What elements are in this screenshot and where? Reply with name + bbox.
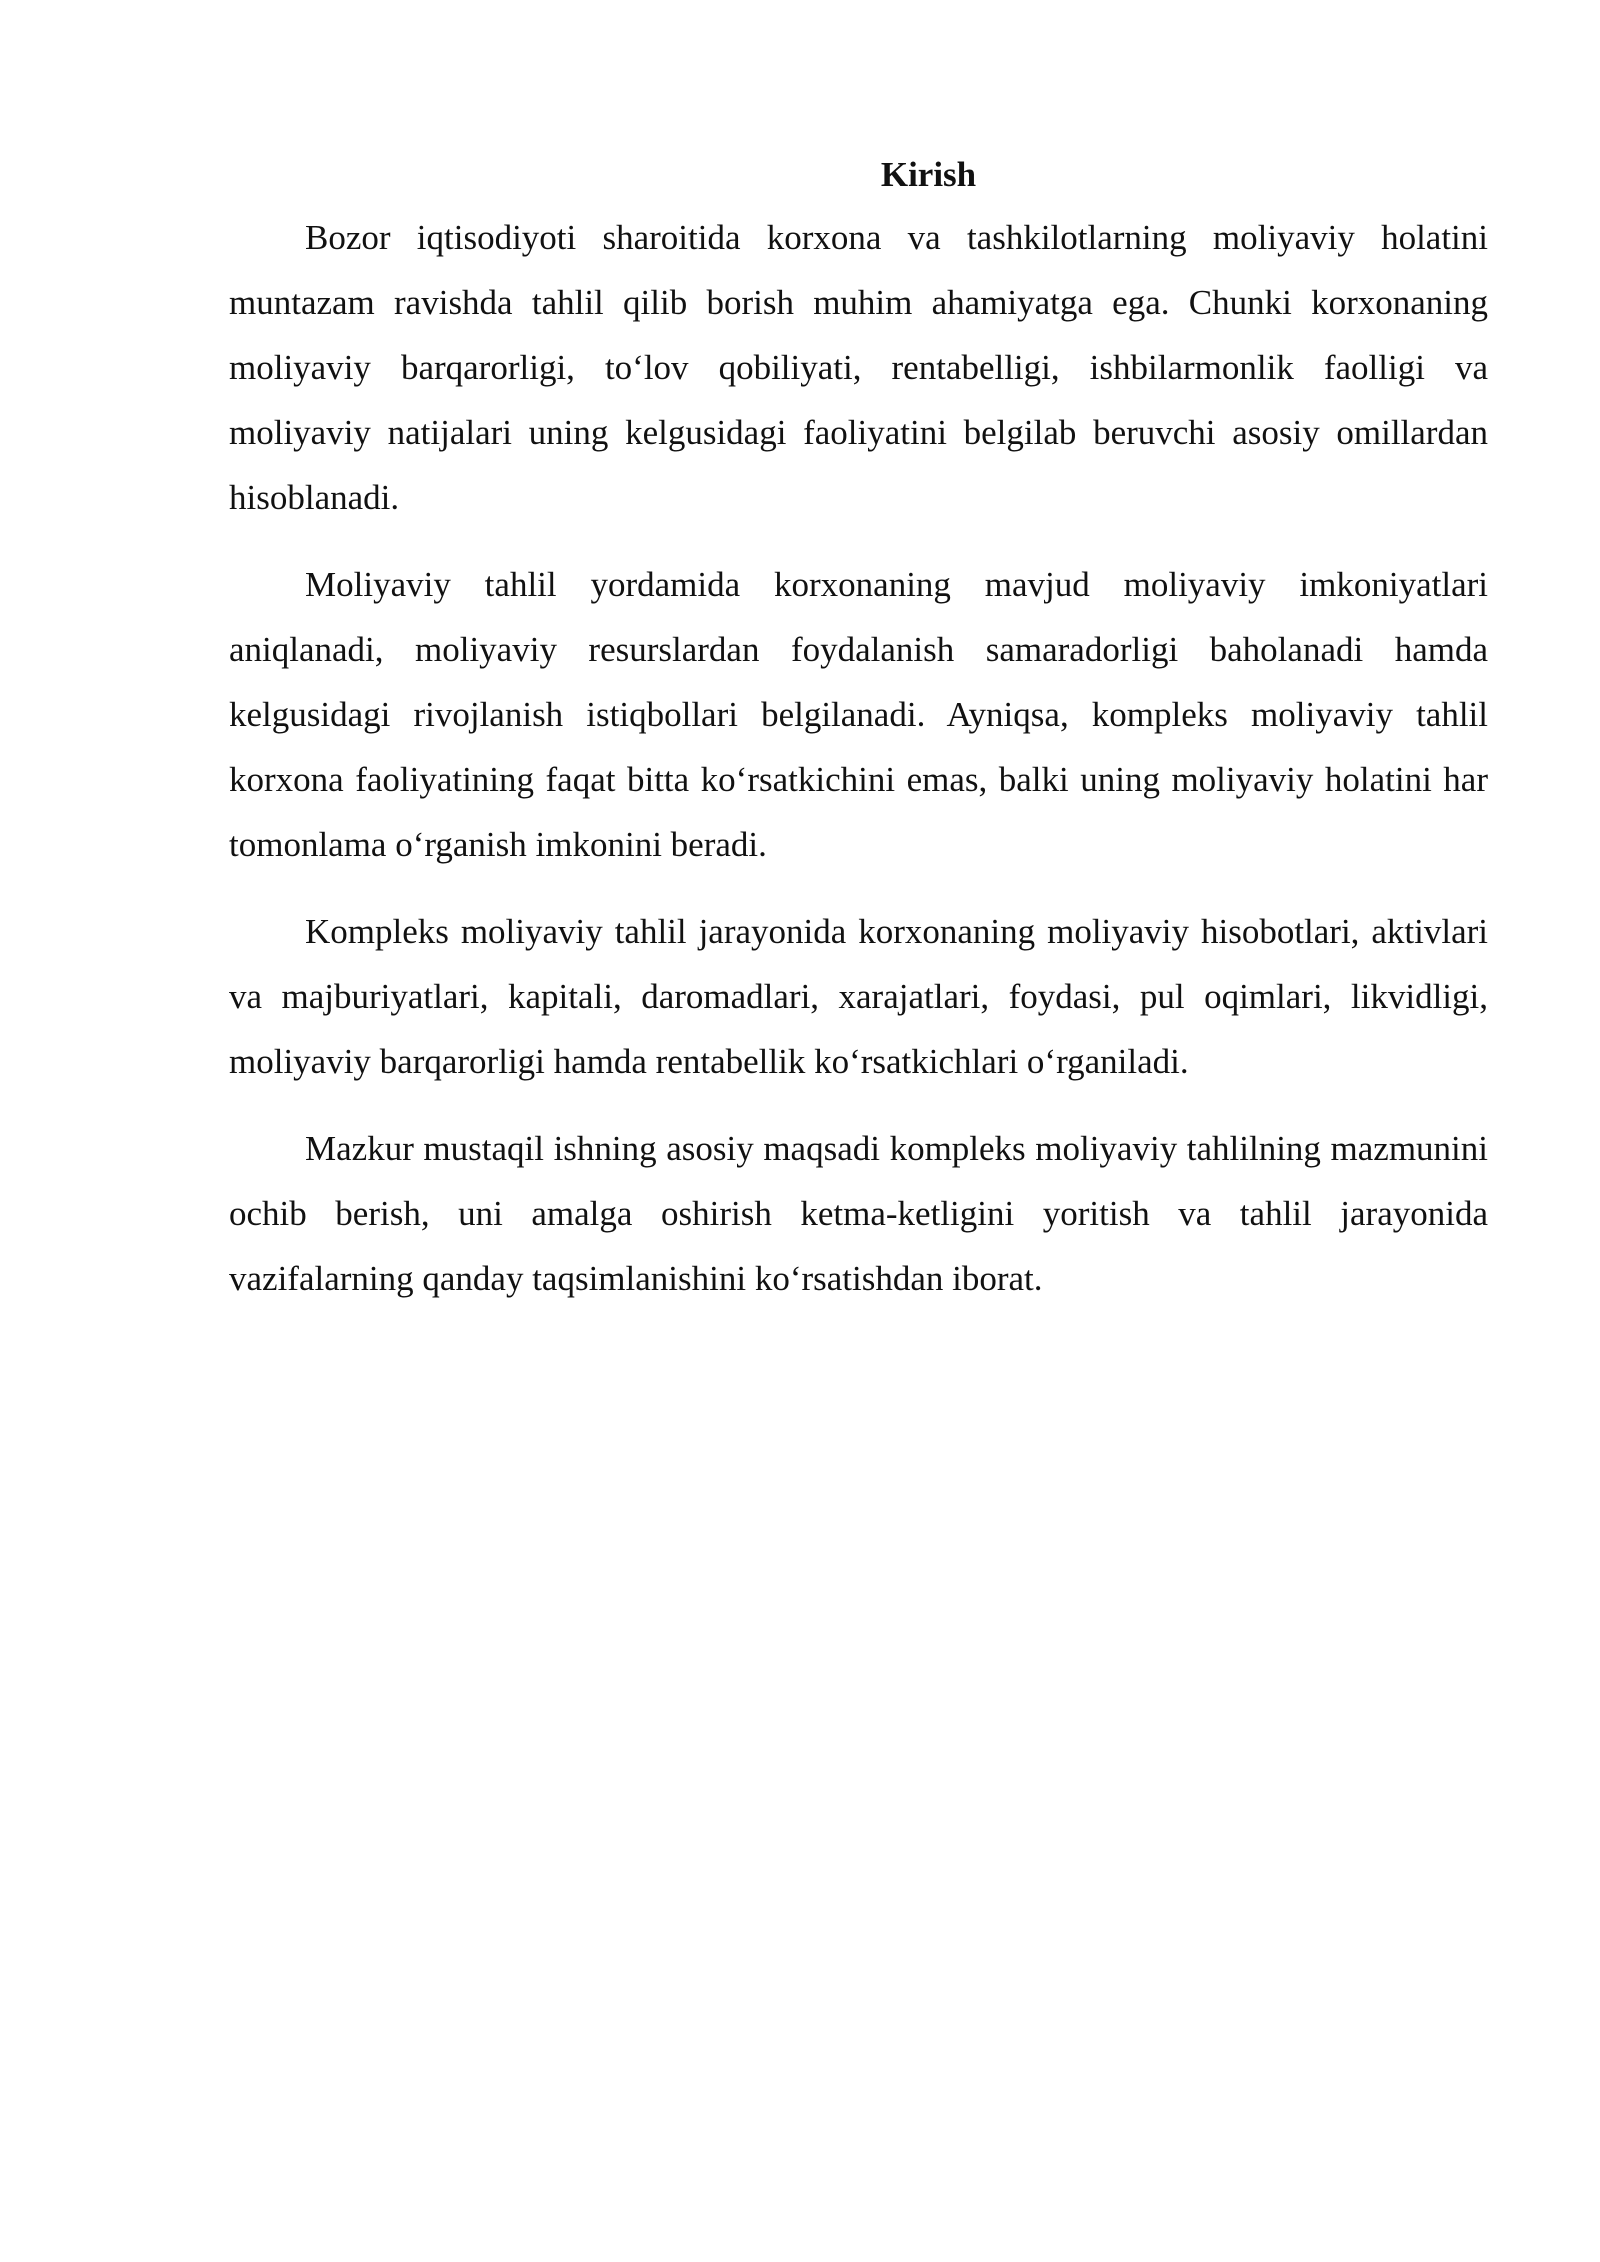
document-body xyxy=(229,145,1488,1333)
page-title: Kirish xyxy=(880,155,977,194)
paragraph-1: Bozor iqtisodiyoti sharoitida korxona va tashkilotlarning moliyaviy holatini muntazam ravishda tahlil qilib borish muhim ahamiyatga ega. Chunki korxonaning moliyaviy barqarorligi, to‘lov qobiliyati, rentabelligi, ishbilarmonlik faolligi va moliyaviy natijalari uning kelgusidagi faoliyatini belgilab beruvchi asosiy omillardan hisoblanadi. xyxy=(229,218,1488,517)
paragraph-4: Mazkur mustaqil ishning asosiy maqsadi kompleks moliyaviy tahlilning mazmunini ochib berish, uni amalga oshirish ketma-ketligini yoritish va tahlil jarayonida vazifalarning qanday taqsimlanishini ko‘rsatishdan iborat. xyxy=(229,1129,1488,1298)
paragraph-3: Kompleks moliyaviy tahlil jarayonida korxonaning moliyaviy hisobotlari, aktivlari va majburiyatlari, kapitali, daromadlari, xarajatlari, foydasi, pul oqimlari, likvidligi, moliyaviy barqarorligi hamda rentabellik ko‘rsatkichlari o‘rganiladi. xyxy=(229,912,1488,1081)
paragraph-2: Moliyaviy tahlil yordamida korxonaning mavjud moliyaviy imkoniyatlari aniqlanadi, moliyaviy resurslardan foydalanish samaradorligi baholanadi hamda kelgusidagi rivojlanish istiqbollari belgilanadi. Ayniqsa, kompleks moliyaviy tahlil korxona faoliyatining faqat bitta ko‘rsatkichini emas, balki uning moliyaviy holatini har tomonlama o‘rganish imkonini beradi. xyxy=(229,565,1488,864)
